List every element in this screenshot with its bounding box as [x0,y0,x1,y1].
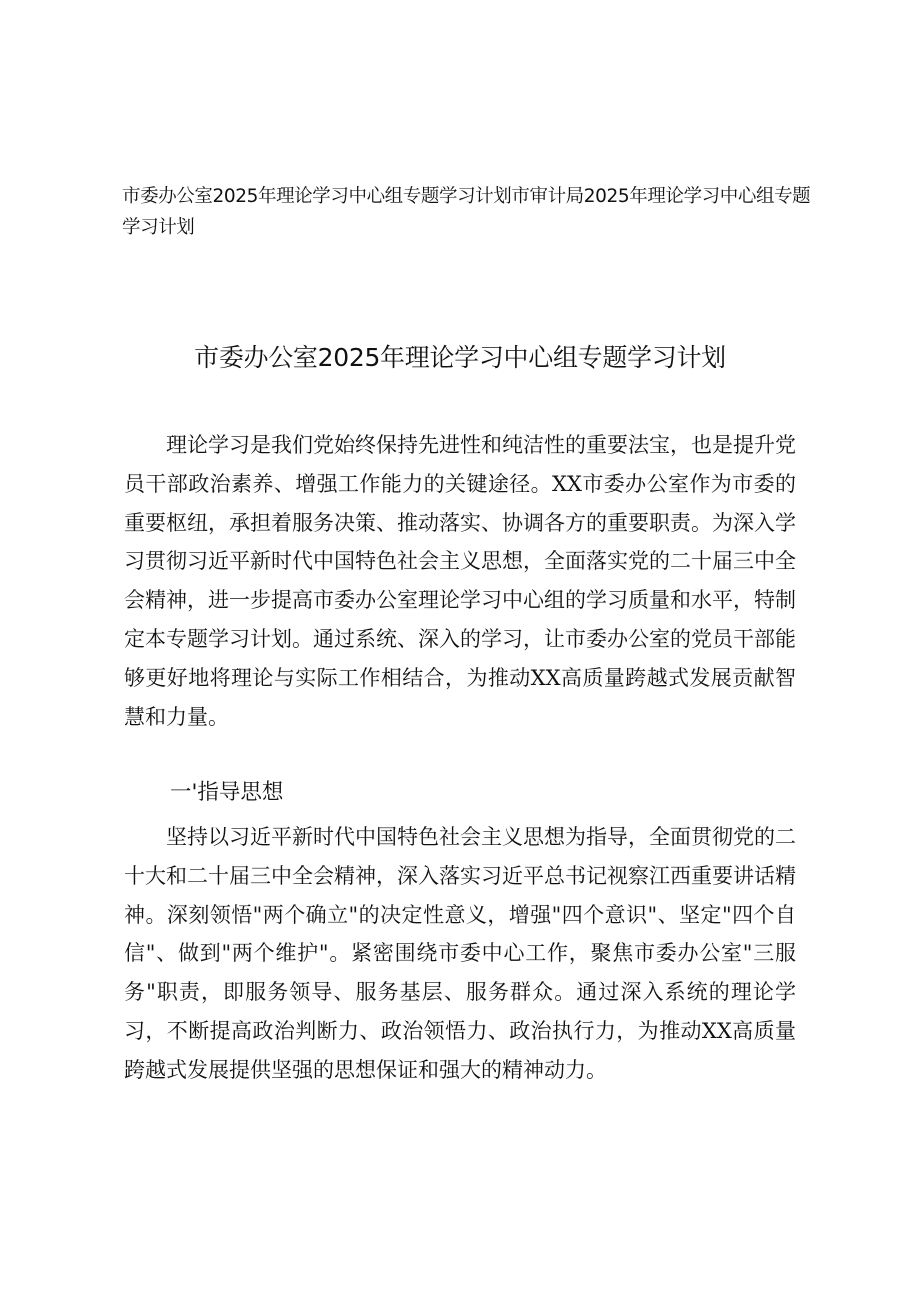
document-title: 市委办公室2025年理论学习中心组专题学习计划 [194,343,726,372]
guiding-ideology-paragraph: 坚持以习近平新时代中国特色社会主义思想为指导，全面贯彻党的二十大和二十届三中全会精神，深入落实习近平总书记视察江西重要讲话精神。深刻领悟"两个确立"的决定性意义，增强"四个意识"、坚定"四个自信"、做到"两个维护"。紧密围绕市委中心工作，聚焦市委办公室"三服务"职责，即服务领导、服务基层、服务群众。通过深入系统的理论学习，不断提高政治判断力、政治领悟力、政治执行力，为推动XX高质量跨越式发展提供坚强的思想保证和强大的精神动力。 [124,825,796,1082]
intro-paragraph: 理论学习是我们党始终保持先进性和纯洁性的重要法宝，也是提升党员干部政治素养、增强工作能力的关键途径。XX市委办公室作为市委的重要枢纽，承担着服务决策、推动落实、协调各方的重要职责。为深入学习贯彻习近平新时代中国特色社会主义思想，全面落实党的二十届三中全会精神，进一步提高市委办公室理论学习中心组的学习质量和水平，特制定本专题学习计划。通过系统、深入的学习，让市委办公室的党员干部能够更好地将理论与实际工作相结合，为推动XX高质量跨越式发展贡献智慧和力量。 [124,433,796,729]
section-heading-guiding-ideology: 一'指导思想 [170,780,284,805]
header-title: 市委办公室2025年理论学习中心组专题学习计划市审计局2025年理论学习中心组专题学习计划 [122,186,811,238]
